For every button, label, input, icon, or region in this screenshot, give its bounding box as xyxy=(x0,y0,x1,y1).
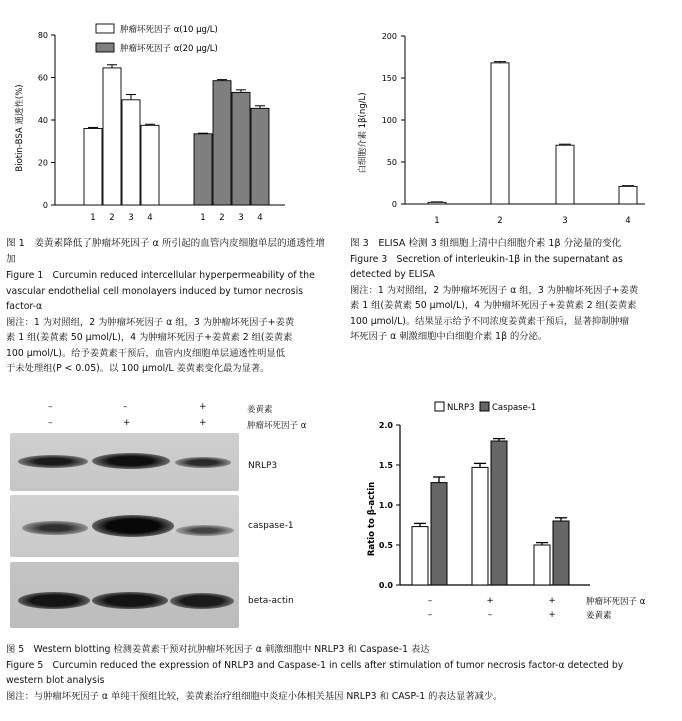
fig1-bar-s2-2 xyxy=(213,81,231,205)
fig5-bar-s2-2 xyxy=(491,441,507,585)
fig5-legend-swatch-2 xyxy=(480,402,489,411)
figure-5-chart xyxy=(350,395,670,640)
fig1-bar-s1-3 xyxy=(122,100,140,205)
fig5-condition-mark: – xyxy=(427,596,433,606)
fig1-x-tick-label: 2 xyxy=(219,213,225,223)
figure-1-caption xyxy=(6,236,328,377)
fig1-x-tick-label: 1 xyxy=(200,213,206,223)
fig5-legend-swatch-1 xyxy=(435,402,444,411)
fig1-bar-s2-3 xyxy=(232,92,250,205)
wb-mark-r1c2: – xyxy=(123,402,128,412)
figure-3-chart xyxy=(345,10,645,235)
wb-band xyxy=(92,453,170,469)
fig1-caption-en-2: vascular endothelial cell monolayers induced by tumor necrosis xyxy=(6,285,304,297)
fig5-condition-mark: + xyxy=(548,610,556,620)
fig1-legend-swatch-1 xyxy=(96,24,114,33)
wb-strip-caspase1 xyxy=(10,495,239,557)
fig1-y-tick-label: 0 xyxy=(42,201,48,210)
fig3-bar-1 xyxy=(428,202,446,204)
figure-3-caption xyxy=(350,236,676,345)
fig3-x-tick-label: 3 xyxy=(562,216,568,226)
fig5-bar-s1-1 xyxy=(412,527,428,585)
figure-1-chart xyxy=(0,10,300,235)
wb-mark-r2c3: + xyxy=(199,418,207,428)
fig1-ylabel: Biotin-BSA 通透性(%) xyxy=(15,84,25,172)
wb-band xyxy=(18,592,90,609)
fig5-y-tick-label: 0.0 xyxy=(378,581,393,590)
fig5-caption-note: 图注：与肿瘤坏死因子 α 单纯干预组比较，姜黄素治疗组细胞中炎症小体相关基因 NRLP3 和 CASP-1 的表达显著减少。 xyxy=(6,690,503,702)
fig3-caption-note-4: 坏死因子 α 刺激细胞中白细胞介素 1β 的分泌。 xyxy=(350,331,548,342)
fig5-condition-mark: – xyxy=(427,610,433,620)
wb-mark-r1c1: – xyxy=(48,402,53,412)
wb-strip-nrlp3 xyxy=(10,433,239,491)
fig5-y-tick-label: 0.5 xyxy=(378,541,393,550)
fig3-bar-3 xyxy=(556,145,574,204)
fig1-bar-s2-1 xyxy=(194,134,212,205)
fig1-caption-en-3: factor-α xyxy=(6,301,43,312)
wb-strip-beta-actin xyxy=(10,562,239,628)
fig3-y-tick-label: 150 xyxy=(381,74,397,83)
fig1-y-tick-label: 80 xyxy=(37,31,48,40)
fig3-y-tick-label: 50 xyxy=(386,158,397,167)
fig5-condition-mark: + xyxy=(486,596,494,606)
fig1-y-tick-label: 40 xyxy=(37,116,48,125)
wb-row-label-tnf: 肿瘤坏死因子 α xyxy=(247,421,307,431)
fig1-legend-swatch-2 xyxy=(96,43,114,52)
fig1-bar-s1-1 xyxy=(84,129,102,206)
fig5-bar-s1-3 xyxy=(534,545,550,585)
fig1-x-tick-label: 2 xyxy=(109,213,115,223)
wb-band xyxy=(175,457,231,468)
fig5-condition-mark: – xyxy=(487,610,493,620)
fig5-ylabel: Ratio to β-actin xyxy=(367,481,377,557)
fig5-legend-label-2: Caspase-1 xyxy=(492,403,537,413)
fig3-caption-note-3: 100 μmol/L)。结果显示给予不同浓度姜黄素干预后，显著抑制肿瘤 xyxy=(350,315,630,327)
wb-label-caspase1: caspase-1 xyxy=(248,521,294,531)
fig3-ylabel: 白细胞介素 1β(ng/L) xyxy=(358,92,368,174)
fig1-y-tick-label: 20 xyxy=(37,158,48,168)
fig3-caption-en-2: detected by ELISA xyxy=(350,269,435,280)
fig3-bar-2 xyxy=(491,63,509,204)
figure-5-caption xyxy=(6,642,678,704)
fig5-caption-en-1: Figure 5 Curcumin reduced the expression of NRLP3 and Caspase-1 in cells after stimulation of tumor necrosis factor-α detected by xyxy=(6,659,624,671)
fig5-caption-title: 图 5 Western blotting 检测姜黄素干预对抗肿瘤坏死因子 α 刺激细胞中 NRLP3 和 Caspase-1 表达 xyxy=(6,644,430,655)
fig3-y-tick-label: 100 xyxy=(381,116,397,125)
fig5-legend-label-1: NLRP3 xyxy=(447,403,475,413)
fig1-caption-title: 图 1 姜黄素降低了肿瘤坏死因子 α 所引起的血管内皮细胞单层的通透性增加 xyxy=(6,238,325,265)
fig1-x-tick-label: 1 xyxy=(90,213,96,223)
fig5-y-tick-label: 1.0 xyxy=(378,501,393,510)
fig3-x-tick-label: 1 xyxy=(434,216,440,226)
fig3-y-tick-label: 200 xyxy=(381,32,397,41)
fig1-caption-note-1: 图注：1 为对照组，2 为肿瘤坏死因子 α 组，3 为肿瘤坏死因子+姜黄 xyxy=(6,316,295,328)
wb-band xyxy=(92,515,174,537)
wb-band xyxy=(18,455,88,468)
fig1-x-tick-label: 3 xyxy=(128,213,134,223)
fig3-y-tick-label: 0 xyxy=(391,200,397,209)
fig3-caption-title: 图 3 ELISA 检测 3 组细胞上清中白细胞介素 1β 分泌量的变化 xyxy=(350,238,622,249)
wb-band xyxy=(170,593,234,609)
fig1-bar-s1-4 xyxy=(141,125,159,205)
fig5-caption-en-2: western blot analysis xyxy=(6,675,105,686)
fig1-caption-note-2: 素 1 组(姜黄素 50 μmol/L)，4 为肿瘤坏死因子+姜黄素 2 组(姜黄素 xyxy=(6,332,293,343)
wb-label-beta-actin: beta-actin xyxy=(248,596,294,606)
fig3-caption-en-1: Figure 3 Secretion of interleukin-1β in the supernatant as xyxy=(350,253,623,265)
fig1-caption-note-3: 100 μmol/L)。给予姜黄素干预后，血管内皮细胞单层通透性明显低 xyxy=(6,347,286,359)
fig5-y-tick-label: 1.5 xyxy=(378,461,393,470)
wb-mark-r2c1: – xyxy=(48,418,53,428)
fig5-y-tick-label: 2.0 xyxy=(378,421,393,430)
fig5-bar-s1-2 xyxy=(472,467,488,585)
wb-band xyxy=(22,521,88,535)
wb-mark-r2c2: + xyxy=(123,418,131,428)
wb-row-label-curcumin: 姜黄素 xyxy=(247,405,273,415)
fig1-x-tick-label: 4 xyxy=(257,213,263,223)
fig1-legend-label-2: 肿瘤坏死因子 α(20 μg/L) xyxy=(120,44,218,54)
fig5-bar-s2-1 xyxy=(431,483,447,585)
wb-band xyxy=(176,525,234,536)
wb-band xyxy=(92,592,168,609)
fig1-caption-en-1: Figure 1 Curcumin reduced intercellular hyperpermeability of the xyxy=(6,270,315,281)
fig1-x-tick-label: 3 xyxy=(238,213,244,223)
fig5-condition-label-2: 姜黄素 xyxy=(586,611,612,621)
fig1-bar-s2-4 xyxy=(251,108,269,205)
fig3-caption-note-1: 图注：1 为对照组，2 为肿瘤坏死因子 α 组，3 为肿瘤坏死因子+姜黄 xyxy=(350,284,639,296)
fig3-x-tick-label: 2 xyxy=(497,216,503,226)
fig5-condition-mark: + xyxy=(548,596,556,606)
fig3-caption-note-2: 素 1 组(姜黄素 50 μmol/L)，4 为肿瘤坏死因子+姜黄素 2 组(姜黄素 xyxy=(350,300,637,311)
fig1-y-tick-label: 60 xyxy=(37,73,48,83)
fig1-legend-label-1: 肿瘤坏死因子 α(10 μg/L) xyxy=(120,25,218,35)
fig3-bar-4 xyxy=(619,186,637,204)
wb-label-nrlp3: NRLP3 xyxy=(248,461,278,471)
fig1-x-tick-label: 4 xyxy=(147,213,153,223)
fig1-caption-note-4: 于未处理组(P < 0.05)。以 100 μmol/L 姜黄素变化最为显著。 xyxy=(6,363,270,374)
fig3-x-tick-label: 4 xyxy=(625,216,631,226)
wb-mark-r1c3: + xyxy=(199,402,207,412)
fig1-bar-s1-2 xyxy=(103,68,121,205)
fig5-bar-s2-3 xyxy=(553,521,569,585)
fig5-condition-label-1: 肿瘤坏死因子 α xyxy=(586,597,646,607)
